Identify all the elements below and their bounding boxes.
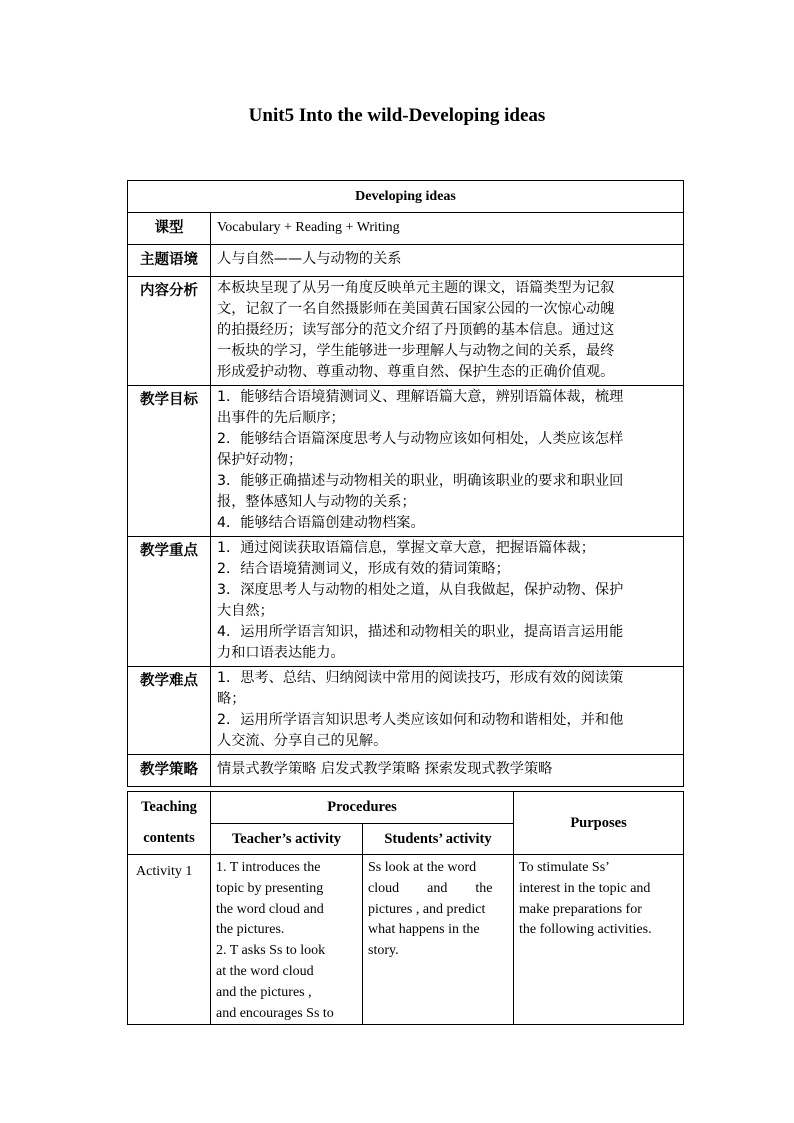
- row-teaching-difficulties: [128, 667, 684, 755]
- header-purposes: Purposes: [514, 792, 684, 855]
- label-teaching-strategies: 教学策略: [128, 755, 211, 787]
- header-procedures: Procedures: [211, 792, 514, 824]
- value-teaching-strategies: 情景式教学策略 启发式教学策略 探索发现式教学策略: [211, 755, 684, 787]
- header-teacher-activity: Teacher’s activity: [211, 824, 363, 855]
- procedures-table: [127, 791, 684, 1025]
- header-teaching-contents: Teaching contents: [128, 792, 211, 855]
- value-lesson-type: Vocabulary + Reading + Writing: [211, 213, 684, 245]
- purposes-cell: To stimulate Ss’ interest in the topic and make preparations for the following activities.: [514, 855, 684, 1025]
- label-teaching-objectives: 教学目标: [128, 386, 211, 537]
- students-activity-cell: Ss look at the word cloud and the pictures , and predict what happens in the story.: [363, 855, 514, 1025]
- label-teaching-focus: 教学重点: [128, 537, 211, 667]
- value-content-analysis: 本板块呈现了从另一角度反映单元主题的课文，语篇类型为记叙 文，记叙了一名自然摄影师在美国黄石国家公园的一次惊心动魄 的拍摄经历；读写部分的范文介绍了丹顶鹤的基本信息。通过这 一板块的学习，学生能够进一步理解人与动物之间的关系，最终 形成爱护动物、尊重动物、尊重自然、保护生态的正确价值观。: [211, 277, 684, 386]
- overview-header: Developing ideas: [128, 181, 684, 213]
- row-content-analysis: [128, 277, 684, 386]
- overview-table: [127, 180, 684, 787]
- row-teaching-objectives: [128, 386, 684, 537]
- value-teaching-difficulties: 1．思考、总结、归纳阅读中常用的阅读技巧，形成有效的阅读策 略； 2．运用所学语言知识思考人类应该如何和动物和谐相处，并和他 人交流、分享自己的见解。: [211, 667, 684, 755]
- label-teaching-difficulties: 教学难点: [128, 667, 211, 755]
- row-teaching-focus: [128, 537, 684, 667]
- document-title: Unit5 Into the wild-Developing ideas: [248, 105, 546, 126]
- activity-label: Activity 1: [128, 855, 211, 1025]
- row-lesson-type: [128, 213, 684, 245]
- row-teaching-strategies: [128, 755, 684, 787]
- value-theme-context: 人与自然——人与动物的关系: [211, 245, 684, 277]
- value-teaching-objectives: 1．能够结合语境猜测词义、理解语篇大意，辨别语篇体裁，梳理 出事件的先后顺序； 2．能够结合语篇深度思考人与动物应该如何相处，人类应该怎样 保护好动物； 3．能够正确描述与动物相关的职业，明确该职业的要求和职业回 报，整体感知人与动物的关系； 4．能够结合语篇创建动物档案。: [211, 386, 684, 537]
- row-theme-context: [128, 245, 684, 277]
- value-teaching-focus: 1．通过阅读获取语篇信息，掌握文章大意，把握语篇体裁； 2．结合语境猜测词义，形成有效的猜词策略； 3．深度思考人与动物的相处之道，从自我做起，保护动物、保护 大自然； 4．运用所学语言知识，描述和动物相关的职业，提高语言运用能 力和口语表达能力。: [211, 537, 684, 667]
- header-students-activity: Students’ activity: [363, 824, 514, 855]
- teacher-activity-cell: 1. T introduces the topic by presenting the word cloud and the pictures. 2. T asks Ss to look at the word cloud and the pictures , and encourages Ss to: [211, 855, 363, 1025]
- label-lesson-type: 课型: [128, 213, 211, 245]
- label-content-analysis: 内容分析: [128, 277, 211, 386]
- label-theme-context: 主题语境: [128, 245, 211, 277]
- table-row: [128, 855, 684, 1025]
